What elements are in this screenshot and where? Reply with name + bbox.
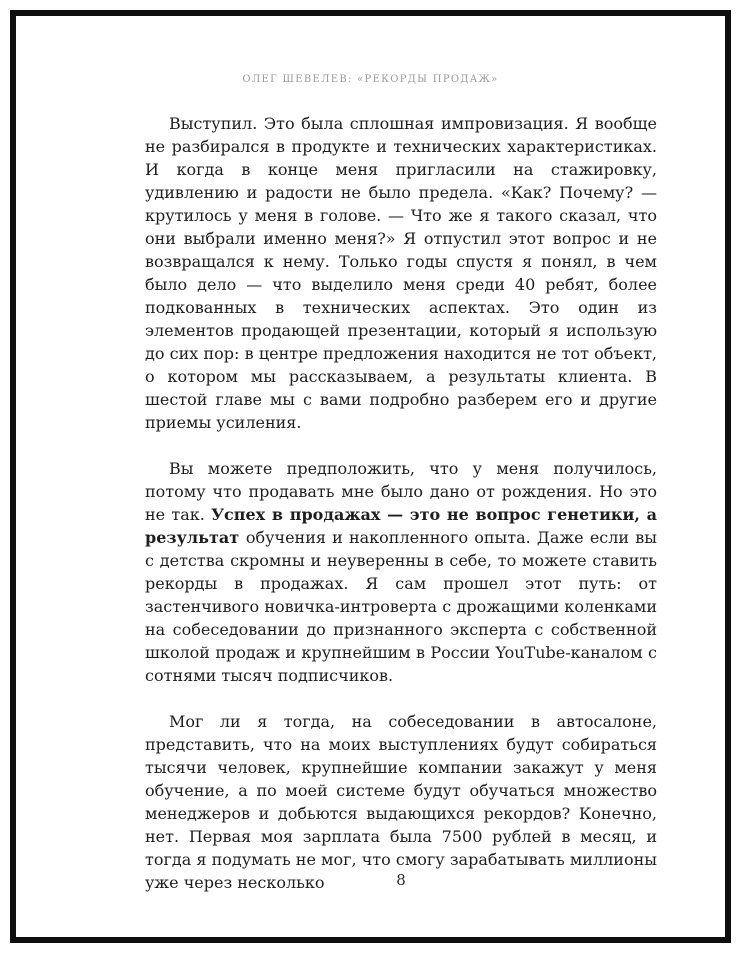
page-frame	[10, 10, 731, 943]
paragraph	[145, 457, 657, 687]
text-run: обучения и накопленного опыта. Даже если вы с детства скромны и неуверенны в себе, то можете ставить рекорды в продажах. Я сам прошел этот путь: от застенчивого новичка-интроверта с дрожащими коленками на собеседовании до признанного эксперта с собственной школой продаж и крупнейшим в России YouTube-каналом с сотнями тысяч подписчиков.	[145, 528, 657, 685]
paragraph	[145, 710, 657, 894]
body-text	[145, 112, 657, 894]
running-header: ОЛЕГ ШЕВЕЛЕВ: «РЕКОРДЫ ПРОДАЖ»	[242, 74, 499, 85]
page-number: 8	[396, 871, 406, 889]
paragraph	[145, 112, 657, 434]
text-run: Мог ли я тогда, на собеседовании в автосалоне, представить, что на моих выступлениях будут собираться тысячи человек, крупнейшие компании закажут у меня обучение, а по моей системе будут обучаться множество менеджеров и добьются выдающихся рекордов? Конечно, нет. Первая моя зарплата была 7500 рублей в месяц, и тогда я подумать не мог, что смогу зарабатывать миллионы уже через несколько	[145, 712, 657, 892]
text-run: Вы можете предположить, что у меня получилось, потому что продавать мне было дано от рождения. Но это не так.	[145, 459, 657, 524]
bold-text-run: Успех в продажах — это не вопрос генетики, а результат	[145, 505, 657, 547]
text-run: Выступил. Это была сплошная импровизация. Я вообще не разбирался в продукте и технических характеристиках. И когда в конце меня пригласили на стажировку, удивлению и радости не было предела. «Как? Почему? — крутилось у меня в голове. — Что же я такого сказал, что они выбрали именно меня?» Я отпустил этот вопрос и не возвращался к нему. Только годы спустя я понял, в чем было дело — что выделило меня среди 40 ребят, более подкованных в технических аспектах. Это один из элементов продающей презентации, который я использую до сих пор: в центре предложения находится не тот объект, о котором мы рассказываем, а результаты клиента. В шестой главе мы с вами подробно разберем его и другие приемы усиления.	[145, 114, 657, 432]
